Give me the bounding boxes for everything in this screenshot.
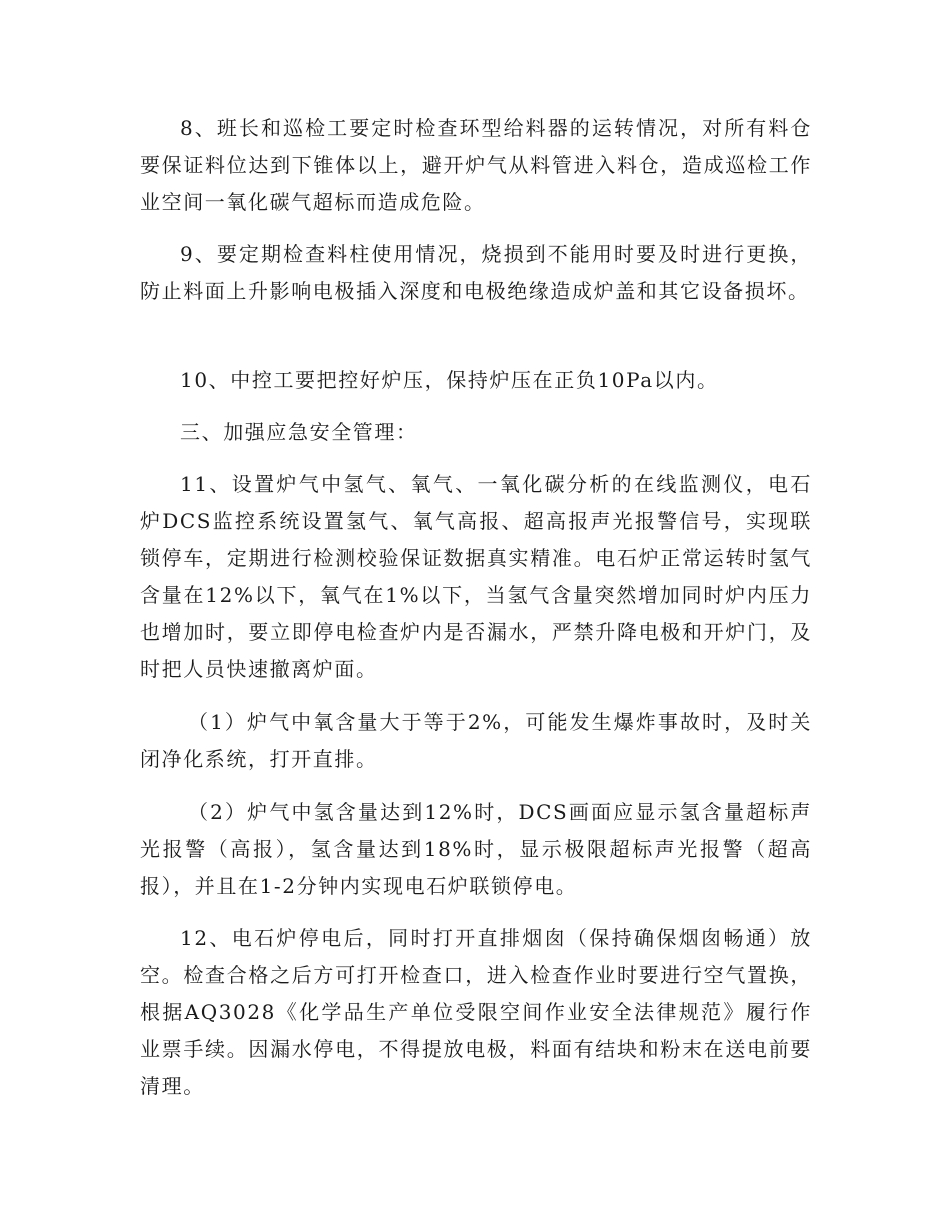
sub-item-1: （1）炉气中氧含量大于等于2%，可能发生爆炸事故时，及时关闭净化系统，打开直排。 — [140, 710, 812, 771]
section-heading-3: 三、加强应急安全管理： — [180, 420, 418, 444]
paragraph-item-9: 9、要定期检查料柱使用情况，烧损到不能用时要及时进行更换，防止料面上升影响电极插入深度和电极绝缘造成炉盖和其它设备损坏。 — [140, 242, 812, 303]
paragraph-item-12: 12、电石炉停电后，同时打开直排烟囱（保持确保烟囱畅通）放空。检查合格之后方可打开检查口，进入检查作业时要进行空气置换，根据AQ3028《化学品生产单位受限空间作业安全法律规范》履行作业票手续。因漏水停电，不得提放电极，料面有结块和粉末在送电前要清理。 — [140, 926, 812, 1098]
paragraph-item-8: 8、班长和巡检工要定时检查环型给料器的运转情况，对所有料仓要保证料位达到下锥体以上，避开炉气从料管进入料仓，造成巡检工作业空间一氧化碳气超标而造成危险。 — [140, 116, 812, 214]
paragraph-item-10: 10、中控工要把控好炉压，保持炉压在正负10Pa以内。 — [180, 368, 719, 392]
sub-item-2: （2）炉气中氢含量达到12%时，DCS画面应显示氢含量超标声光报警（高报），氢含量达到18%时，显示极限超标声光报警（超高报），并且在1-2分钟内实现电石炉联锁停电。 — [140, 800, 812, 898]
paragraph-item-11: 11、设置炉气中氢气、氧气、一氧化碳分析的在线监测仪，电石炉DCS监控系统设置氢气、氧气高报、超高报声光报警信号，实现联锁停车，定期进行检测校验保证数据真实精准。电石炉正常运转时氢气含量在12%以下，氧气在1%以下，当氢气含量突然增加同时炉内压力也增加时，要立即停电检查炉内是否漏水，严禁升降电极和开炉门，及时把人员快速撤离炉面。 — [140, 472, 812, 681]
